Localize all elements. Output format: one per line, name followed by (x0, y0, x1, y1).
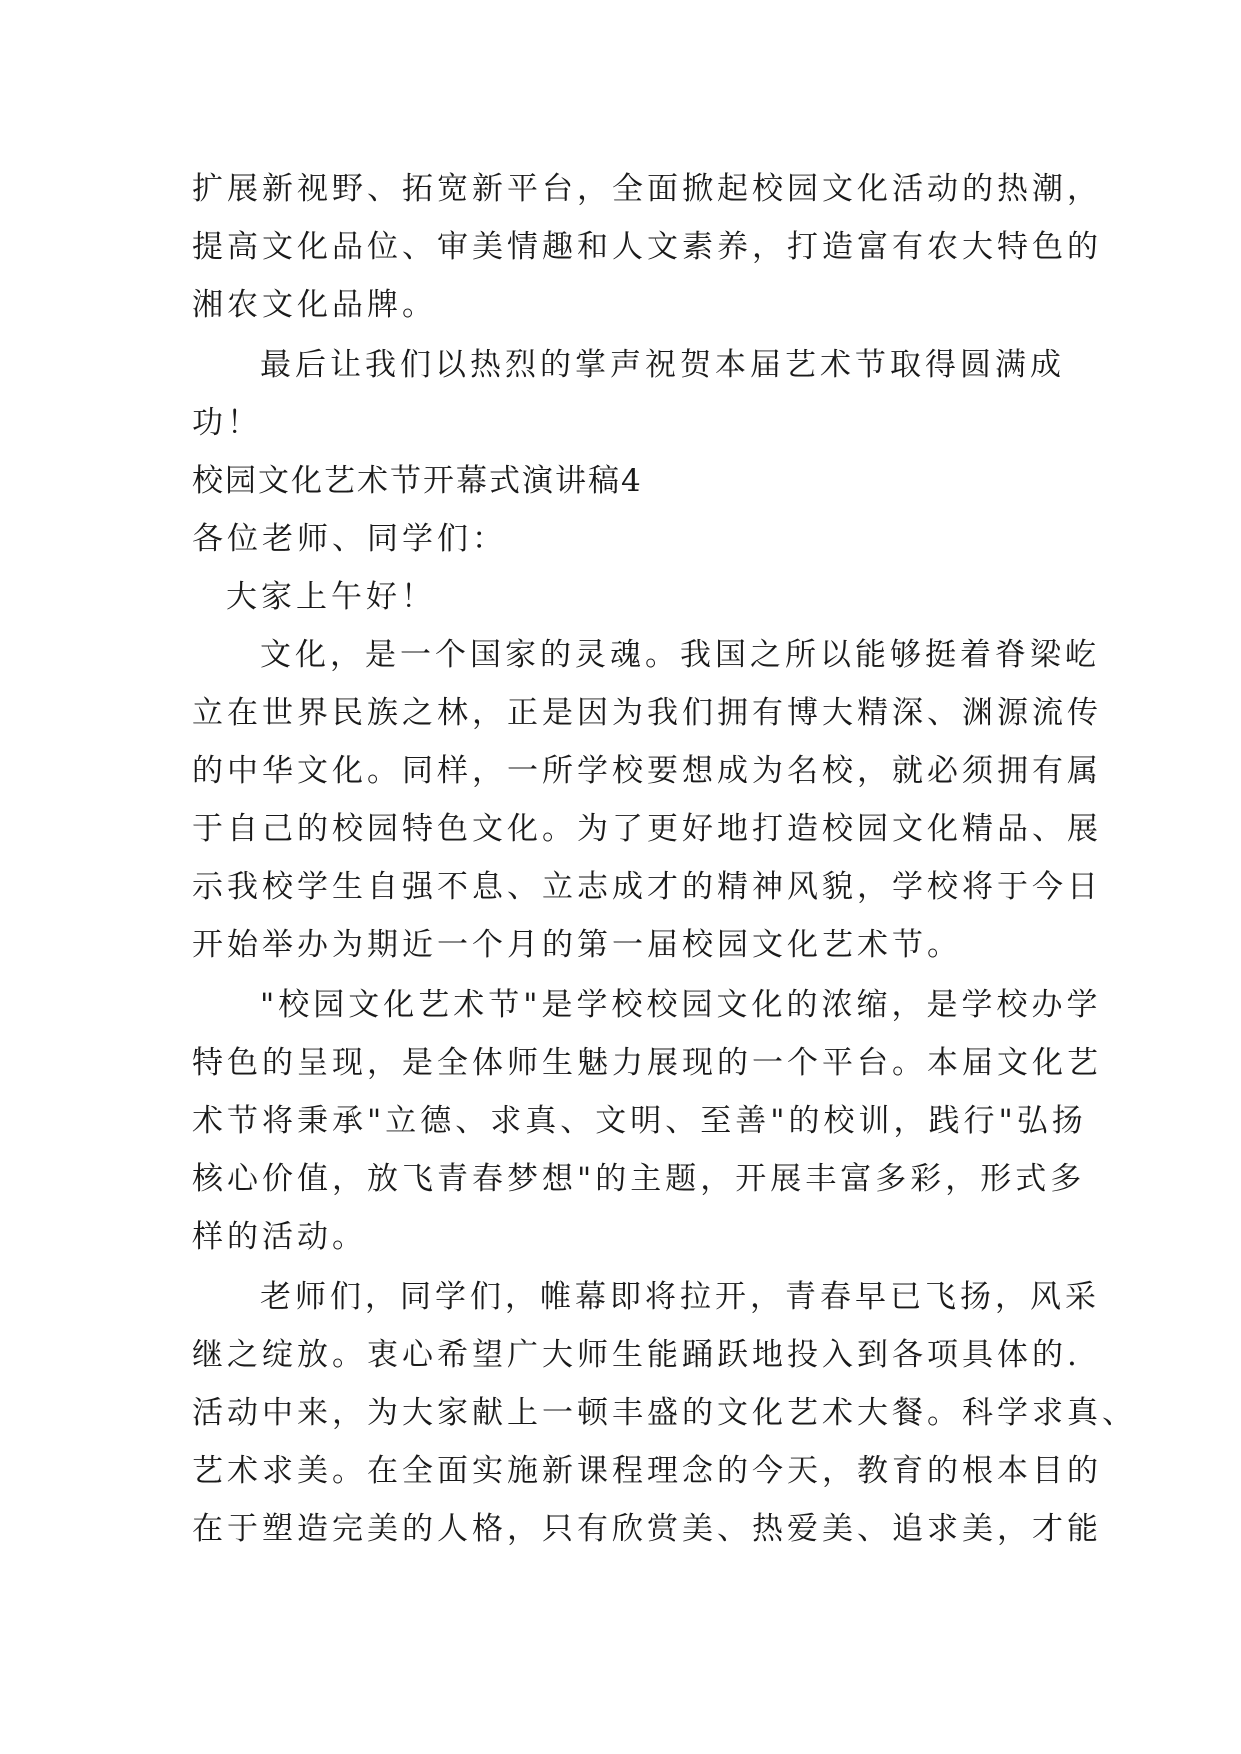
document-body (192, 160, 1137, 1558)
text-line: 示我校学生自强不息、立志成才的精神风貌，学校将于今日 (192, 869, 1102, 905)
text-line: 最后让我们以热烈的掌声祝贺本届艺术节取得圆满成 (260, 347, 1065, 383)
text-line: 开始举办为期近一个月的第一届校园文化艺术节。 (192, 927, 962, 963)
text-line: 扩展新视野、拓宽新平台，全面掀起校园文化活动的热潮， (192, 171, 1102, 207)
text-line: 核心价值，放飞青春梦想"的主题，开展丰富多彩，形式多 (192, 1161, 1086, 1197)
text-line: 功！ (192, 405, 262, 441)
text-line: 继之绽放。衷心希望广大师生能踊跃地投入到各项具体的. (192, 1337, 1081, 1373)
text-line: 湘农文化品牌。 (192, 287, 437, 323)
text-line: 特色的呈现，是全体师生魅力展现的一个平台。本届文化艺 (192, 1045, 1102, 1081)
text-line: 活动中来，为大家献上一顿丰盛的文化艺术大餐。科学求真、 (192, 1395, 1137, 1431)
text-line: 艺术求美。在全面实施新课程理念的今天，教育的根本目的 (192, 1453, 1102, 1489)
text-line: 样的活动。 (192, 1219, 367, 1255)
text-line: 老师们，同学们，帷幕即将拉开，青春早已飞扬，风采 (260, 1279, 1100, 1315)
paragraph-teachers (192, 1268, 1137, 1558)
paragraph-closing (192, 336, 1065, 452)
paragraph-continuation (192, 160, 1102, 334)
paragraph-festival (192, 976, 1102, 1266)
text-line: 在于塑造完美的人格，只有欣赏美、热爱美、追求美，才能 (192, 1511, 1102, 1547)
text-line: 的中华文化。同样，一所学校要想成为名校，就必须拥有属 (192, 753, 1102, 789)
salutation: 各位老师、同学们： (192, 521, 507, 557)
greeting: 大家上午好！ (226, 579, 436, 615)
paragraph-culture (192, 626, 1102, 974)
text-line: 术节将秉承"立德、求真、文明、至善"的校训，践行"弘扬 (192, 1103, 1087, 1139)
text-line: "校园文化艺术节"是学校校园文化的浓缩，是学校办学 (260, 987, 1102, 1023)
text-line: 于自己的校园特色文化。为了更好地打造校园文化精品、展 (192, 811, 1102, 847)
text-line: 文化，是一个国家的灵魂。我国之所以能够挺着脊梁屹 (260, 637, 1100, 673)
text-line: 提高文化品位、审美情趣和人文素养，打造富有农大特色的 (192, 229, 1102, 265)
text-line: 立在世界民族之林，正是因为我们拥有博大精深、渊源流传 (192, 695, 1102, 731)
speech-title: 校园文化艺术节开幕式演讲稿4 (192, 463, 643, 499)
